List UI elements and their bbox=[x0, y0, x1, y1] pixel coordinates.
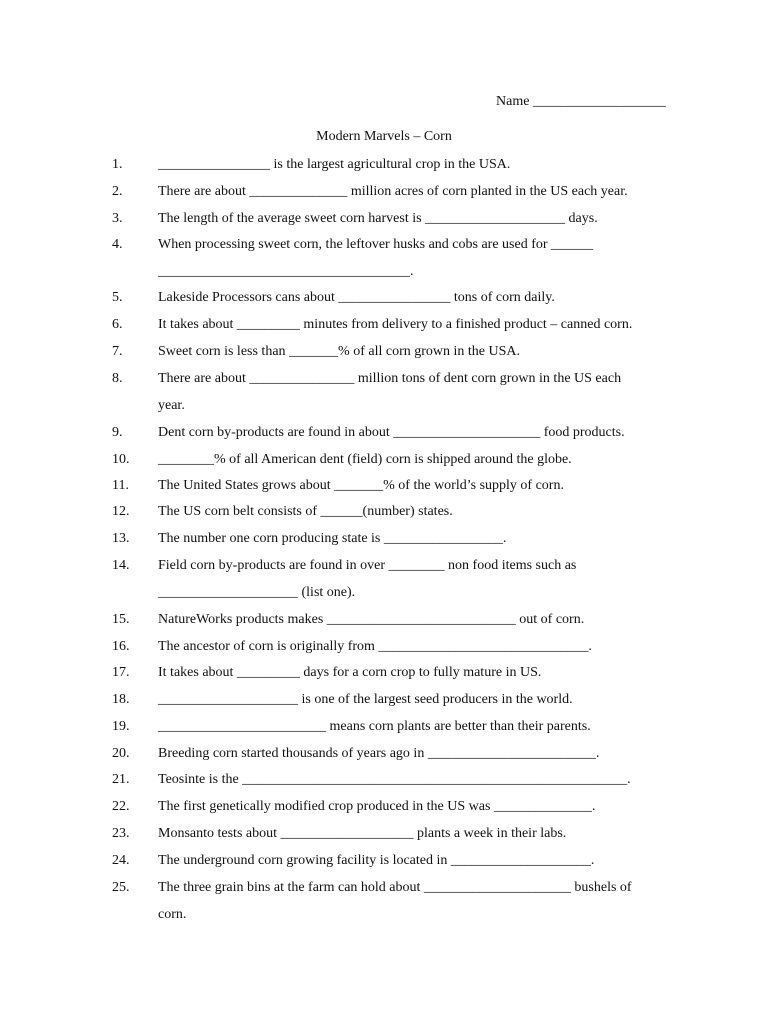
question-number: 14. bbox=[112, 558, 130, 573]
question-text: The length of the average sweet corn harvest is ____________________ days. bbox=[158, 211, 598, 226]
question-number: 25. bbox=[112, 880, 130, 895]
question-number: 4. bbox=[112, 237, 123, 252]
question-text: There are about ______________ million acres of corn planted in the US each year. bbox=[158, 184, 628, 199]
question-text: The ancestor of corn is originally from ______________________________. bbox=[158, 639, 592, 654]
question-number: 9. bbox=[112, 425, 123, 440]
question-number: 11. bbox=[112, 478, 129, 493]
question-text: Dent corn by-products are found in about _____________________ food products. bbox=[158, 425, 625, 440]
question-text: There are about _______________ million tons of dent corn grown in the US each year. bbox=[158, 371, 622, 413]
question-number: 3. bbox=[112, 211, 123, 226]
question-number: 24. bbox=[112, 853, 130, 868]
question-number: 5. bbox=[112, 290, 123, 305]
question-text: Lakeside Processors cans about ________________ tons of corn daily. bbox=[158, 290, 555, 305]
question-number: 21. bbox=[112, 772, 130, 787]
question-text: The underground corn growing facility is located in ____________________. bbox=[158, 853, 595, 868]
question-text: ________________ is the largest agricultural crop in the USA. bbox=[158, 157, 511, 172]
question-text: The three grain bins at the farm can hold about _____________________ bushels of corn. bbox=[158, 880, 632, 922]
question-text: Breeding corn started thousands of years ago in ________________________. bbox=[158, 746, 600, 761]
question-text: ________% of all American dent (field) corn is shipped around the globe. bbox=[158, 452, 572, 467]
question-number: 13. bbox=[112, 531, 130, 546]
question-text: The first genetically modified crop produced in the US was ______________. bbox=[158, 799, 596, 814]
question-text: It takes about _________ days for a corn crop to fully mature in US. bbox=[158, 665, 542, 680]
question-number: 18. bbox=[112, 692, 130, 707]
question-text: The United States grows about _______% of the world’s supply of corn. bbox=[158, 478, 564, 493]
question-number: 15. bbox=[112, 612, 130, 627]
question-text: ________________________ means corn plants are better than their parents. bbox=[158, 719, 591, 734]
name-field[interactable]: Name ___________________ bbox=[496, 94, 666, 109]
question-number: 1. bbox=[112, 157, 123, 172]
question-text: ____________________ is one of the largest seed producers in the world. bbox=[158, 692, 573, 707]
question-text: The number one corn producing state is _________________. bbox=[158, 531, 507, 546]
question-number: 23. bbox=[112, 826, 130, 841]
page-title: Modern Marvels – Corn bbox=[316, 129, 452, 144]
question-text: Teosinte is the _______________________________________________________. bbox=[158, 772, 631, 787]
question-text: Sweet corn is less than _______% of all corn grown in the USA. bbox=[158, 344, 520, 359]
question-text: Monsanto tests about ___________________ plants a week in their labs. bbox=[158, 826, 567, 841]
question-text: When processing sweet corn, the leftover husks and cobs are used for ______ ____________________________________. bbox=[158, 237, 594, 279]
question-text: Field corn by-products are found in over ________ non food items such as ____________________ (list one). bbox=[158, 558, 577, 600]
question-text: The US corn belt consists of ______(number) states. bbox=[158, 504, 453, 519]
question-text: NatureWorks products makes ___________________________ out of corn. bbox=[158, 612, 585, 627]
question-number: 2. bbox=[112, 184, 123, 199]
question-number: 22. bbox=[112, 799, 130, 814]
question-number: 17. bbox=[112, 665, 130, 680]
question-number: 16. bbox=[112, 639, 130, 654]
question-number: 8. bbox=[112, 371, 123, 386]
question-number: 19. bbox=[112, 719, 130, 734]
question-number: 20. bbox=[112, 746, 130, 761]
question-number: 6. bbox=[112, 317, 123, 332]
question-number: 7. bbox=[112, 344, 123, 359]
question-number: 12. bbox=[112, 504, 130, 519]
question-number: 10. bbox=[112, 452, 130, 467]
question-text: It takes about _________ minutes from delivery to a finished product – canned corn. bbox=[158, 317, 633, 332]
